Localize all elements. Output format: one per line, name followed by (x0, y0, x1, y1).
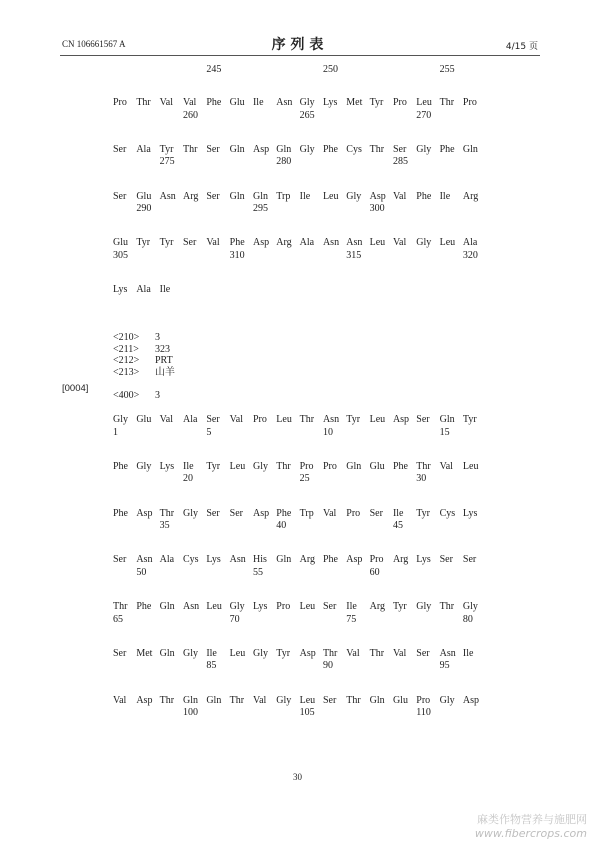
residue: Val (439, 460, 453, 472)
residue: Ala (182, 414, 198, 425)
residue: Lys (206, 554, 221, 566)
residue: Asn (229, 554, 246, 566)
residue: Asn (159, 190, 176, 202)
residue: Thr (229, 694, 245, 706)
residue: Ser (206, 143, 220, 155)
residue: Gln (206, 694, 222, 706)
residue-position-number: 280 (276, 156, 292, 168)
residue: Arg (369, 601, 385, 613)
sequence-row (113, 97, 487, 144)
residue: Pro (322, 460, 337, 472)
field-seq-id (113, 332, 175, 344)
sequence-row (113, 284, 487, 331)
residue: Trp (276, 190, 291, 202)
field-tag: <211> (113, 343, 139, 355)
residue: Lys (159, 460, 175, 472)
residue: Asp (136, 507, 153, 519)
residue: Ser (392, 143, 407, 155)
residue: Glu (113, 237, 128, 249)
sequence-row (113, 695, 487, 742)
residue-position-number: 75 (346, 613, 357, 625)
residue: Gln (346, 460, 362, 472)
field-tag: <213> (113, 367, 140, 379)
residue-line (113, 648, 487, 661)
residue: Tyr (136, 237, 151, 249)
residue: Trp (299, 507, 314, 519)
residue: Asn (322, 414, 340, 425)
residue-position-number: 290 (136, 203, 152, 215)
residue: Glu (229, 97, 245, 108)
position-number-line (113, 614, 487, 627)
residue-line (113, 237, 487, 250)
residue: Glu (136, 414, 152, 425)
residue: Phe (392, 460, 408, 472)
residue: Val (229, 414, 243, 425)
page-counter: 4/15 页 (505, 42, 538, 52)
residue: Leu (369, 237, 386, 249)
residue-position-number: 55 (252, 566, 263, 578)
residue-position-number: 245 (206, 64, 222, 75)
field-value: 山羊 (155, 367, 175, 379)
residue-position-number: 15 (439, 426, 450, 438)
residue: Ala (299, 237, 315, 249)
residue-line (113, 508, 487, 521)
residue-position-number: 255 (439, 64, 455, 75)
residue: Ser (416, 647, 430, 659)
residue: Gln (182, 694, 198, 706)
residue: Asp (252, 237, 270, 249)
residue: Leu (276, 414, 292, 425)
position-number-line (113, 707, 487, 720)
residue: Arg (276, 237, 292, 249)
residue: Ser (206, 507, 220, 519)
residue: Glu (136, 190, 152, 202)
residue-position-number: 270 (416, 109, 432, 121)
residue: Met (136, 647, 153, 659)
residue-position-number: 100 (182, 707, 198, 719)
residue: Pro (113, 97, 127, 108)
page-number: 30 (293, 772, 302, 782)
residue: Gln (229, 190, 245, 202)
page-title: 序 列 表 (271, 37, 324, 53)
residue: Asp (346, 554, 363, 566)
field-tag: <400> (113, 390, 140, 401)
sequence-row (113, 237, 487, 284)
residue: Val (252, 694, 267, 706)
residue-position-number: 40 (276, 520, 287, 532)
residue: Thr (276, 460, 291, 472)
residue: Asn (439, 647, 456, 659)
residue: Tyr (159, 143, 174, 155)
residue: Gly (182, 507, 198, 519)
residue: Asp (369, 190, 386, 202)
field-value: PRT (155, 355, 173, 367)
residue: Leu (299, 601, 316, 613)
residue-position-number: 65 (113, 613, 123, 625)
residue-position-number: 25 (299, 473, 310, 485)
residue: Ala (136, 143, 151, 155)
field-length (113, 344, 175, 356)
residue: Val (113, 694, 127, 706)
residue: Phe (206, 97, 222, 108)
residue: Gln (159, 601, 175, 613)
residue: Val (346, 647, 360, 659)
residue: Arg (299, 554, 315, 566)
residue: Leu (416, 97, 432, 108)
residue: Ser (439, 554, 453, 566)
residue: Thr (369, 647, 385, 659)
field-tag: <210> (113, 332, 140, 343)
residue: Lys (113, 284, 128, 296)
residue-position-number: 70 (229, 613, 240, 625)
sequence-tag-line (113, 390, 160, 402)
residue: Phe (113, 460, 128, 472)
residue: Val (159, 414, 173, 425)
residue: Lys (322, 97, 338, 108)
residue-position-number: 300 (369, 203, 385, 215)
residue-position-number: 285 (392, 156, 408, 168)
residue: Pro (416, 694, 431, 706)
residue: Ile (159, 284, 171, 296)
residue: Gln (276, 143, 292, 155)
residue: Thr (416, 460, 431, 472)
residue: Cys (346, 143, 362, 155)
position-number-line (113, 203, 487, 216)
residue: Gly (252, 647, 268, 659)
residue: Ser (369, 507, 383, 519)
residue: Ile (439, 190, 451, 202)
residue: Thr (159, 507, 175, 519)
residue: Thr (369, 143, 385, 155)
residue: Leu (439, 237, 456, 249)
residue: Pro (369, 554, 384, 566)
residue: Ser (113, 190, 127, 202)
residue: His (252, 554, 267, 566)
residue: Gln (229, 143, 245, 155)
residue-position-number: 80 (462, 613, 473, 625)
residue: Ser (206, 190, 220, 202)
sequence-listing-3 (113, 414, 487, 742)
residue-line (113, 97, 487, 110)
field-value: 3 (155, 332, 160, 343)
residue: Ile (462, 647, 474, 659)
residue: Asp (299, 647, 316, 659)
residue: Gln (252, 190, 268, 202)
field-value: 3 (155, 390, 160, 401)
residue: Arg (392, 554, 409, 566)
residue-position-number: 295 (252, 203, 268, 215)
sequence-identifier-fields (113, 332, 175, 379)
residue: Cys (439, 507, 456, 519)
sequence-row (113, 648, 487, 695)
position-number-line (113, 567, 487, 580)
residue: Tyr (392, 601, 407, 613)
position-number-line (113, 660, 487, 673)
position-number-line (113, 250, 487, 263)
residue: Pro (392, 97, 407, 108)
residue: Thr (439, 97, 455, 108)
residue: Thr (136, 97, 151, 108)
residue: Gly (276, 694, 292, 706)
residue-position-number: 105 (299, 707, 315, 719)
residue: Gly (229, 601, 245, 613)
paragraph-marker: [0004] (62, 383, 89, 394)
residue-position-number: 265 (299, 109, 315, 121)
residue-position-number: 10 (322, 426, 333, 438)
residue: Asp (392, 414, 410, 425)
watermark-site-name: 麻类作物营养与施肥网 (477, 813, 587, 826)
position-number-line (113, 156, 487, 169)
residue: Gly (299, 143, 315, 155)
watermark-url: www.fibercrops.com (474, 827, 587, 840)
residue-position-number: 60 (369, 566, 380, 578)
residue: Glu (392, 694, 408, 706)
residue: Asn (322, 237, 340, 249)
residue-position-number: 320 (462, 249, 478, 261)
residue: Asn (136, 554, 153, 566)
residue: Pro (276, 601, 291, 613)
residue: Thr (182, 143, 198, 155)
header-divider (60, 55, 540, 56)
sequence-row (113, 191, 487, 238)
position-number-line (113, 520, 487, 533)
residue: Ile (182, 460, 194, 472)
residue-position-number: 50 (136, 566, 147, 578)
residue: Gln (369, 694, 385, 706)
residue: Val (182, 97, 197, 108)
residue: Ile (346, 601, 357, 613)
residue: Pro (299, 460, 314, 472)
residue: Val (392, 647, 407, 659)
residue: Gly (346, 190, 362, 202)
residue: Gly (182, 647, 198, 659)
residue: Leu (369, 414, 386, 425)
residue: Lys (462, 507, 478, 519)
residue: Gly (416, 601, 432, 613)
residue: Met (346, 97, 363, 108)
sequence-row (113, 461, 487, 508)
residue: Gly (252, 460, 268, 472)
residue-position-number: 90 (322, 660, 333, 672)
sequence-row (113, 508, 487, 555)
residue: Gln (159, 647, 175, 659)
position-number-line (113, 297, 487, 310)
residue: Asn (346, 237, 363, 249)
residue-position-number: 310 (229, 249, 245, 261)
sequence-listing-continued (113, 97, 487, 331)
residue: Ser (113, 647, 127, 659)
field-value: 323 (155, 343, 170, 355)
residue: Ala (159, 554, 175, 566)
residue: Gly (416, 237, 432, 249)
residue-position-number: 45 (392, 520, 403, 532)
residue: Ile (299, 190, 311, 202)
residue: Leu (462, 460, 479, 472)
residue: Ser (229, 507, 243, 519)
residue: Val (206, 237, 220, 249)
residue: Pro (462, 97, 477, 108)
residue: Gly (113, 414, 128, 425)
residue: Val (392, 190, 407, 202)
residue: Leu (206, 601, 222, 613)
residue: Val (392, 237, 407, 249)
residue: Thr (299, 414, 315, 425)
residue: Gln (276, 554, 292, 566)
residue-line (113, 554, 487, 567)
residue: Ser (322, 601, 337, 613)
residue-position-number: 20 (182, 473, 193, 485)
position-number-line (113, 473, 487, 486)
residue: Thr (439, 601, 455, 613)
residue: Asn (276, 97, 293, 108)
position-number-line (113, 64, 487, 77)
residue: Lys (416, 554, 431, 566)
residue-line (113, 601, 487, 614)
residue: Pro (252, 414, 267, 425)
residue: Ala (136, 284, 151, 296)
residue-position-number: 30 (416, 473, 427, 485)
continued-position-numbers (113, 64, 487, 77)
residue: Phe (322, 143, 338, 155)
residue: Val (322, 507, 337, 519)
residue: Gln (462, 143, 478, 155)
field-organism (113, 367, 175, 379)
residue: Phe (416, 190, 432, 202)
residue: Ser (113, 143, 127, 155)
residue: Asp (252, 143, 270, 155)
residue: Phe (113, 507, 128, 519)
residue: Ile (252, 97, 264, 108)
sequence-row (113, 601, 487, 648)
residue: Thr (159, 694, 175, 706)
residue: Glu (369, 460, 385, 472)
residue-line (113, 284, 487, 297)
residue: Gly (439, 694, 455, 706)
residue: Ser (322, 694, 337, 706)
residue: Leu (229, 460, 246, 472)
residue: Arg (462, 190, 479, 202)
sequence-row (113, 144, 487, 191)
residue-position-number: 5 (206, 426, 212, 438)
residue: Gln (439, 414, 455, 425)
residue: Tyr (462, 414, 477, 425)
residue: Leu (229, 647, 246, 659)
residue: Lys (252, 601, 268, 613)
residue-line (113, 144, 487, 157)
position-number-line (113, 427, 487, 440)
residue: Phe (229, 237, 245, 249)
residue: Gly (299, 97, 315, 108)
residue: Phe (322, 554, 338, 566)
residue: Tyr (346, 414, 361, 425)
residue-position-number: 260 (182, 109, 198, 121)
residue: Tyr (416, 507, 431, 519)
residue: Asp (462, 694, 480, 706)
residue: Cys (182, 554, 199, 566)
residue-position-number: 1 (113, 426, 118, 438)
residue: Phe (439, 143, 455, 155)
residue-line (113, 191, 487, 204)
residue: Asp (136, 694, 153, 706)
residue: Val (159, 97, 173, 108)
residue: Arg (182, 190, 199, 202)
residue: Thr (346, 694, 361, 706)
residue: Tyr (159, 237, 174, 249)
sequence-row (113, 554, 487, 601)
residue: Tyr (276, 647, 291, 659)
residue: Leu (322, 190, 339, 202)
field-type (113, 355, 175, 367)
residue: Ile (392, 507, 404, 519)
residue: Ser (416, 414, 430, 425)
residue-position-number: 305 (113, 249, 128, 261)
residue: Gly (462, 601, 478, 613)
residue: Phe (276, 507, 292, 519)
residue-line (113, 414, 487, 427)
residue: Thr (322, 647, 338, 659)
residue-position-number: 85 (206, 660, 217, 672)
residue: Ser (462, 554, 477, 566)
residue-position-number: 315 (346, 249, 362, 261)
publication-number: CN 106661567 A (62, 39, 126, 49)
residue: Phe (136, 601, 152, 613)
residue: Asn (182, 601, 200, 613)
residue: Pro (346, 507, 361, 519)
residue: Ser (113, 554, 127, 566)
residue: Ser (206, 414, 220, 425)
residue: Ile (206, 647, 217, 659)
residue: Thr (113, 601, 128, 613)
residue-position-number: 35 (159, 520, 170, 532)
residue: Ala (462, 237, 478, 249)
sequence-row (113, 414, 487, 461)
field-tag: <212> (113, 355, 140, 367)
residue: Gly (416, 143, 432, 155)
residue: Ser (182, 237, 197, 249)
residue-position-number: 110 (416, 707, 431, 719)
residue-position-number: 250 (322, 64, 338, 75)
residue-line (113, 695, 487, 708)
residue: Leu (299, 694, 316, 706)
residue-position-number: 275 (159, 156, 175, 168)
residue-line (113, 461, 487, 474)
residue-position-number: 95 (439, 660, 450, 672)
position-number-line (113, 110, 487, 123)
residue: Tyr (206, 460, 221, 472)
residue: Tyr (369, 97, 384, 108)
residue: Gly (136, 460, 152, 472)
residue: Asp (252, 507, 270, 519)
